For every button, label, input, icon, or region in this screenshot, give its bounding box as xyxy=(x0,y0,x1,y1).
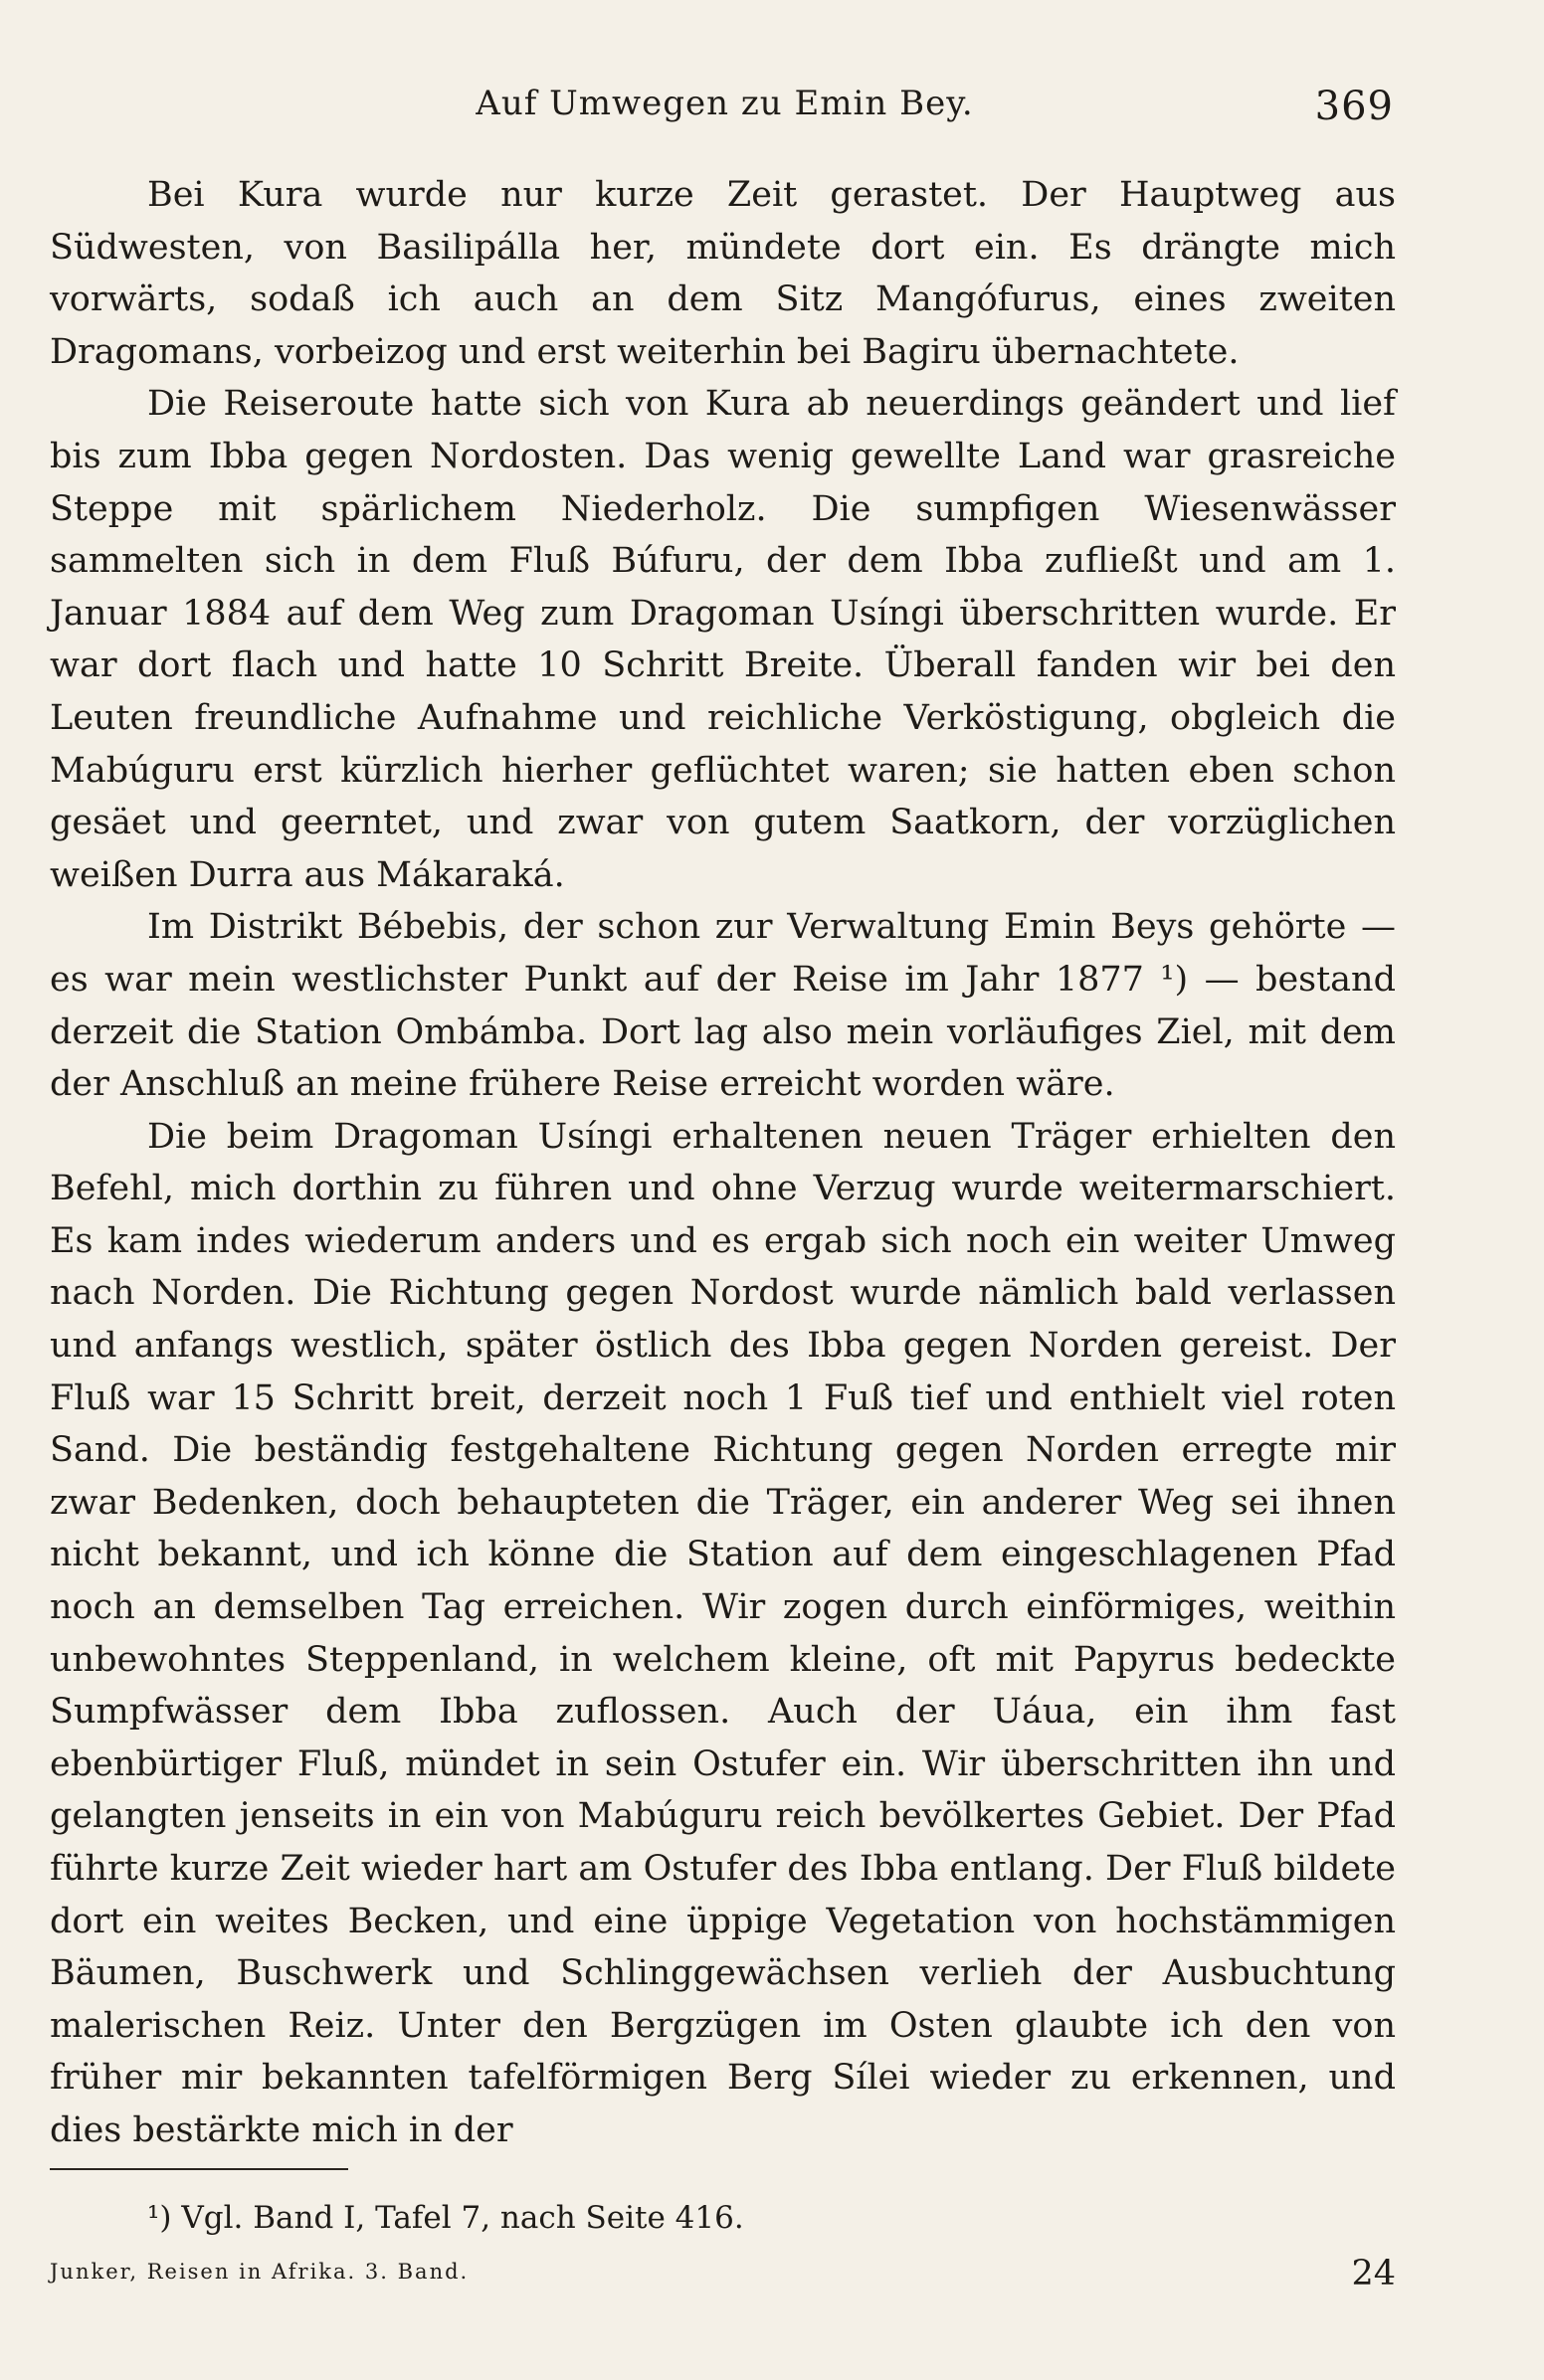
running-title: Auf Umwegen zu Emin Bey. xyxy=(476,84,974,123)
body-text xyxy=(50,169,1396,2157)
footnote-text: Vgl. Band I, Tafel 7, nach Seite 416. xyxy=(181,2200,744,2236)
page-number: 369 xyxy=(1314,84,1394,129)
footnote-marker: ¹) xyxy=(147,2200,172,2236)
page-footer xyxy=(50,2254,1396,2309)
paragraph-1: Bei Kura wurde nur kurze Zeit gerastet. Der Hauptweg aus Südwesten, von Basilipálla her, mündete dort ein. Es drängte mich vorwärts, sodaß ich auch an dem Sitz Mangófurus, eines zweiten Dragomans, vorbeizog und erst weiterhin bei Bagiru übernachtete. xyxy=(50,175,1396,372)
printer-signature: Junker, Reisen in Afrika. 3. Band. xyxy=(50,2260,470,2284)
paragraph-3: Im Distrikt Bébebis, der schon zur Verwaltung Emin Beys gehörte — es war mein westlichster Punkt auf der Reise im Jahr 1877 ¹) — bestand derzeit die Station Ombámba. Dort lag also mein vorläufiges Ziel, mit dem der Anschluß an meine frühere Reise erreicht worden wäre. xyxy=(50,907,1396,1105)
footnote-divider xyxy=(50,2168,348,2170)
sheet-number: 24 xyxy=(1351,2254,1396,2293)
page-header xyxy=(56,84,1394,139)
paragraph-2: Die Reiseroute hatte sich von Kura ab neuerdings geändert und lief bis zum Ibba gegen Nordosten. Das wenig gewellte Land war grasreiche Steppe mit spärlichem Niederholz. Die sumpfigen Wiesenwässer sammelten sich in dem Fluß Búfuru, der dem Ibba zufließt und am 1. Januar 1884 auf dem Weg zum Dragoman Usíngi überschritten wurde. Er war dort flach und hatte 10 Schritt Breite. Überall fanden wir bei den Leuten freundliche Aufnahme und reichliche Verköstigung, obgleich die Mabúguru erst kürzlich hierher geflüchtet waren; sie hatten eben schon gesäet und geerntet, und zwar von gutem Saatkorn, der vorzüglichen weißen Durra aus Mákaraká. xyxy=(50,384,1396,895)
paragraph-4: Die beim Dragoman Usíngi erhaltenen neuen Träger erhielten den Befehl, mich dorthin zu führen und ohne Verzug wurde weitermarschiert. Es kam indes wiederum anders und es ergab sich noch ein weiter Umweg nach Norden. Die Richtung gegen Nordost wurde nämlich bald verlassen und anfangs westlich, später östlich des Ibba gegen Norden gereist. Der Fluß war 15 Schritt breit, derzeit noch 1 Fuß tief und enthielt viel roten Sand. Die beständig festgehaltene Richtung gegen Norden erregte mir zwar Bedenken, doch behaupteten die Träger, ein anderer Weg sei ihnen nicht bekannt, und ich könne die Station auf dem eingeschlagenen Pfad noch an demselben Tag erreichen. Wir zogen durch einförmiges, weithin unbewohntes Steppenland, in welchem kleine, oft mit Papyrus bedeckte Sumpfwässer dem Ibba zuflossen. Auch der Uáua, ein ihm fast ebenbürtiger Fluß, mündet in sein Ostufer ein. Wir überschritten ihn und gelangten jenseits in ein von Mabúguru reich bevölkertes Gebiet. Der Pfad führte kurze Zeit wieder hart am Ostufer des Ibba entlang. Der Fluß bildete dort ein weites Becken, und eine üppige Vegetation von hochstämmigen Bäumen, Buschwerk und Schlinggewächsen verlieh der Ausbuchtung malerischen Reiz. Unter den Bergzügen im Osten glaubte ich den von früher mir bekannten tafelförmigen Berg Sílei wieder zu erkennen, und dies bestärkte mich in der xyxy=(50,1116,1396,2150)
footnote xyxy=(147,2200,744,2236)
